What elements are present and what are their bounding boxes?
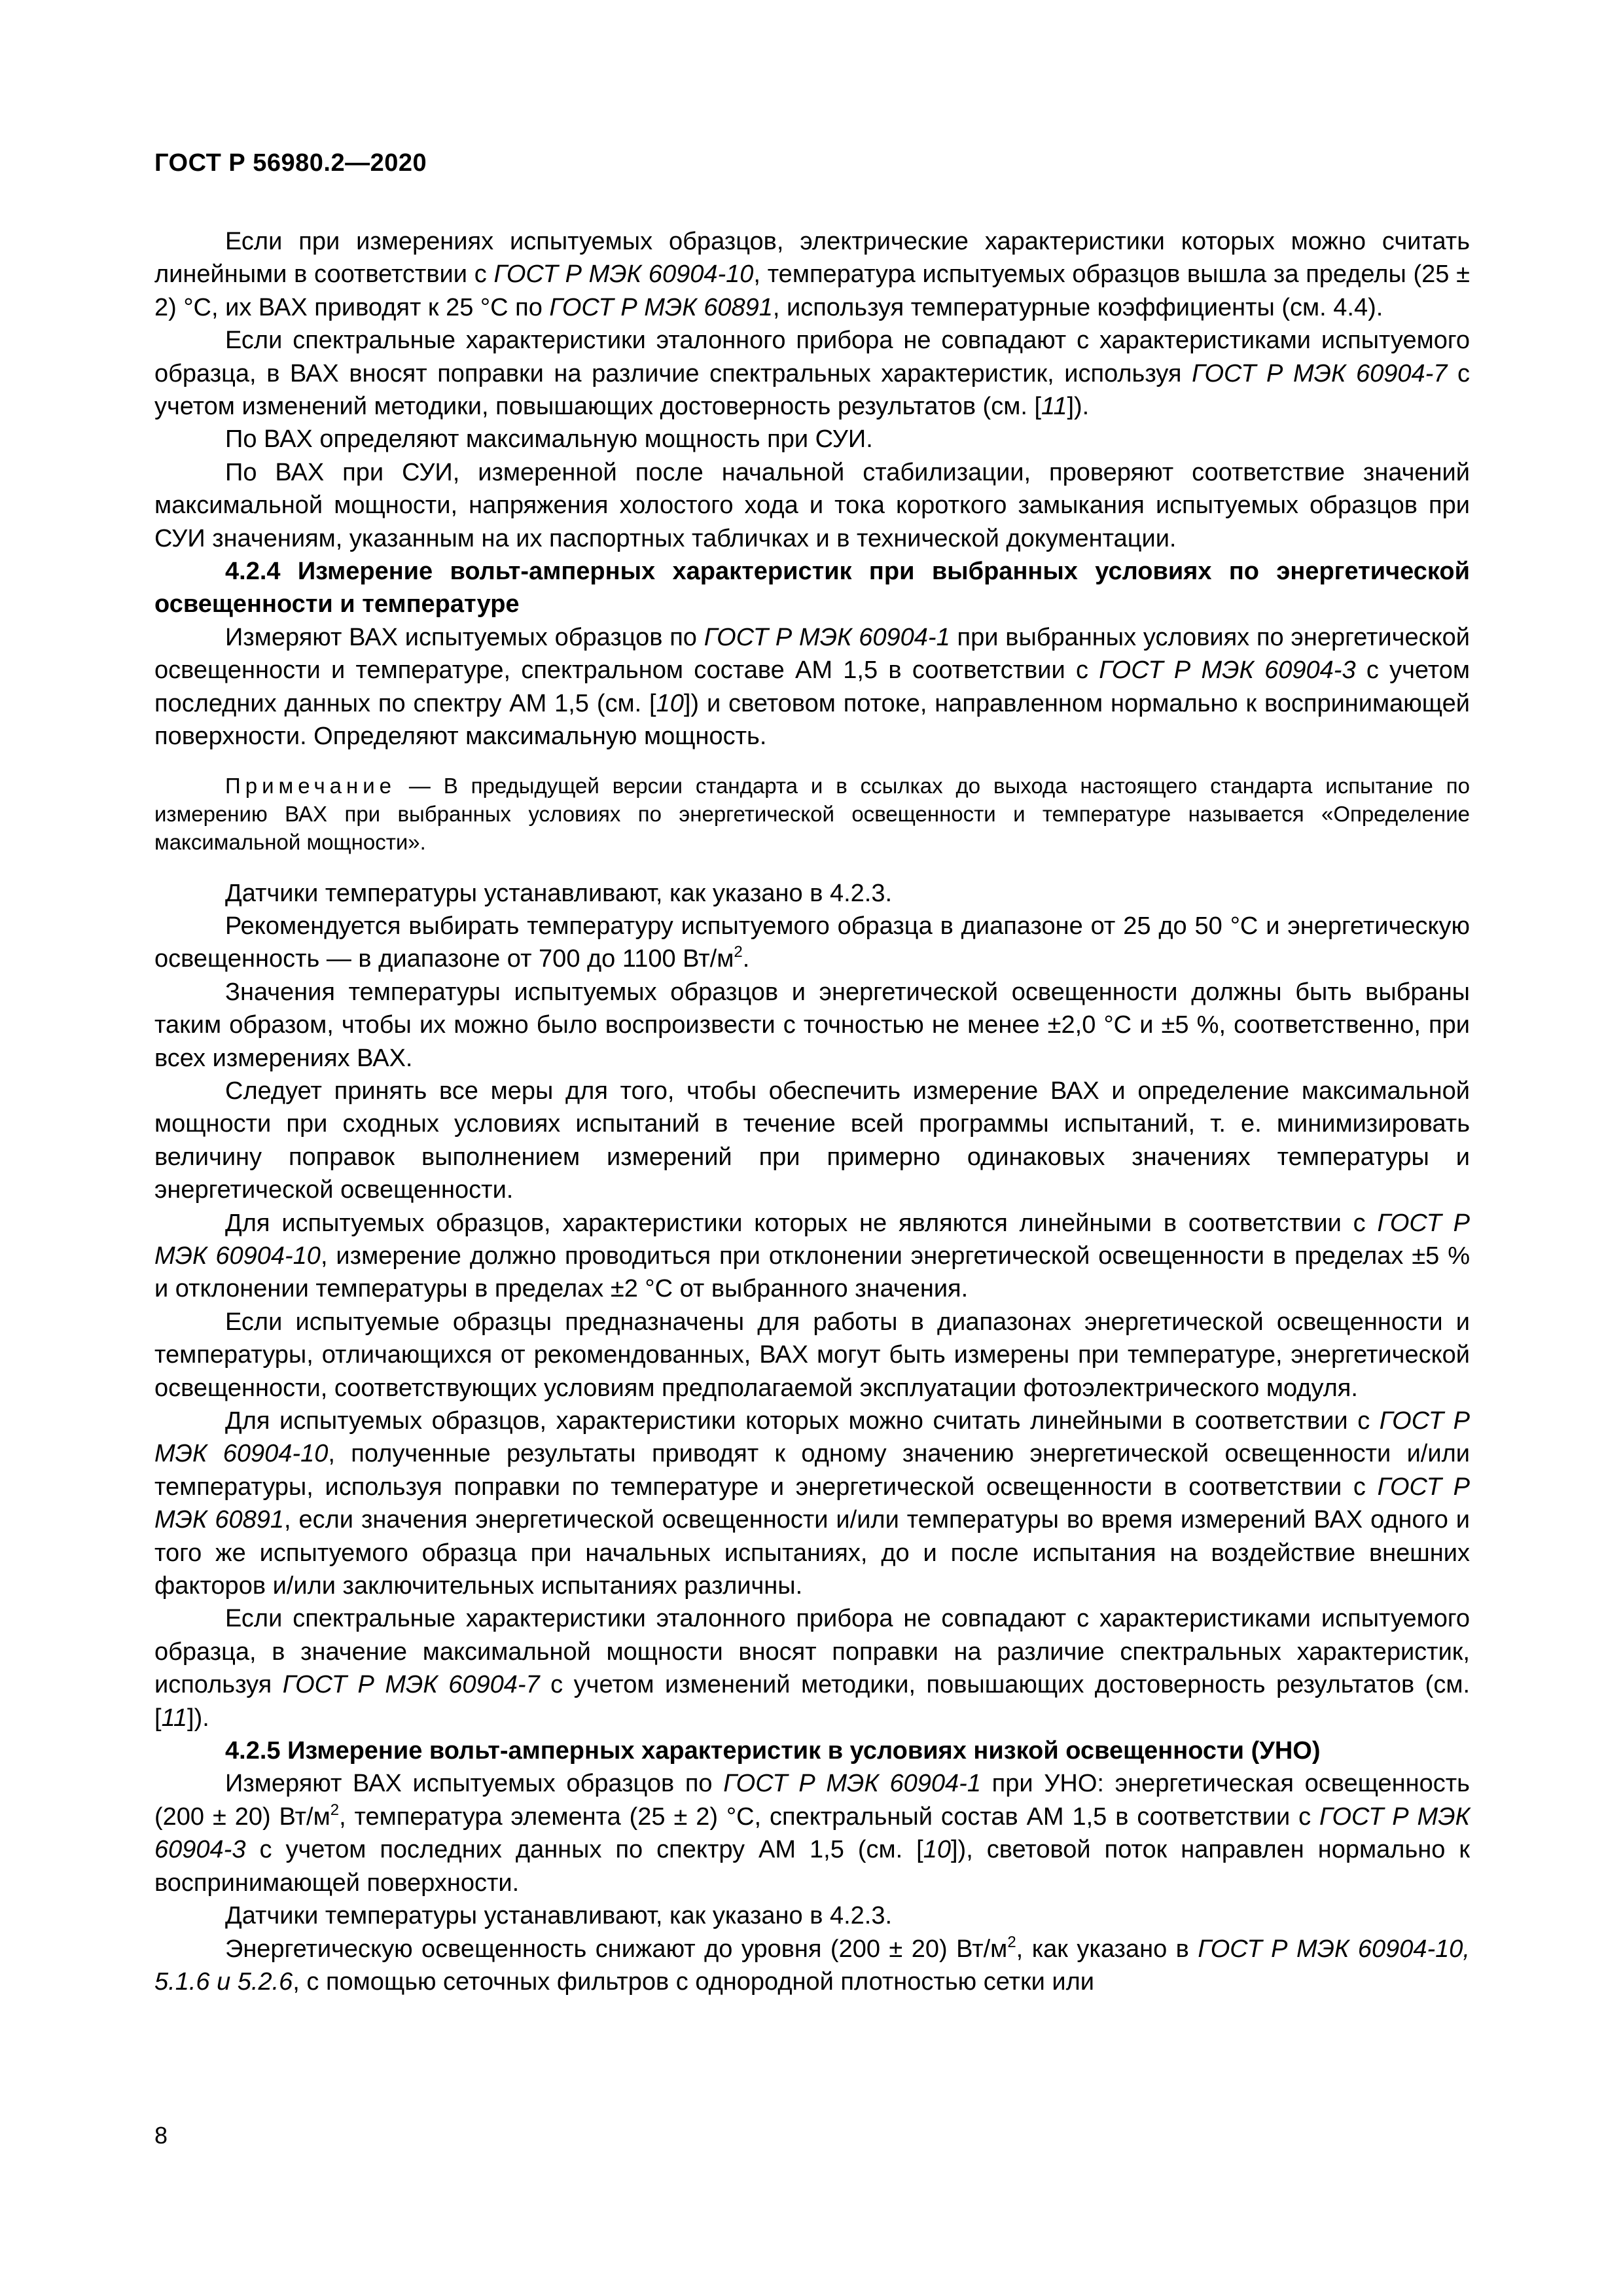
text-run: 4.2.4 Измерение вольт-амперных характеристик при выбранных условиях по энергетической освещенности и температуре [154, 558, 1470, 619]
note-paragraph [154, 772, 1470, 856]
reference-citation: 11 [1041, 393, 1067, 421]
reference-citation: ГОСТ Р МЭК 60904-7 [1192, 359, 1448, 387]
note-label: Примечание [225, 773, 397, 798]
superscript: 2 [734, 943, 743, 961]
section-heading [154, 1734, 1470, 1767]
text-run: с учетом изменений методики, повышающих достоверность результатов (см. [ [154, 1671, 1471, 1732]
reference-citation: ГОСТ Р МЭК 60904-1 [704, 623, 950, 651]
text-run: , если значения энергетической освещенности и/или температуры во время измерений ВАХ одного и того же испытуемого образца при начальных испытаниях, до и после испытания на воздействие внешних факторов и/или заключительных испытаниях различны. [154, 1506, 1470, 1600]
text-run: , температура элемента (25 ± 2) °С, спектральный состав АМ 1,5 в соответствии с [339, 1803, 1320, 1831]
body-paragraph [154, 1602, 1470, 1734]
text-run: , как указано в [1016, 1935, 1198, 1963]
text-run: . [742, 945, 750, 973]
text-run: с учетом изменений методики, повышающих достоверность результатов (см. [ [154, 359, 1471, 421]
text-run: при УНО: энергетическая освещенность (200 ± 20) Вт/м [154, 1770, 1470, 1831]
text-run: Датчики температуры устанавливают, как указано в 4.2.3. [225, 879, 893, 907]
text-run: Измеряют ВАХ испытуемых образцов по [225, 623, 704, 651]
body-paragraph [154, 1899, 1470, 1932]
text-run: Для испытуемых образцов, характеристики которых не являются линейными в соответствии с [225, 1209, 1378, 1237]
body-paragraph [154, 976, 1470, 1075]
text-run: ]). [1067, 393, 1090, 421]
reference-citation: 10 [656, 689, 684, 717]
text-run: , с помощью сеточных фильтров с однородной плотностью сетки или [293, 1967, 1094, 1996]
body-paragraph [154, 910, 1470, 976]
text-run: , полученные результаты приводят к одному значению энергетической освещенности и/или температуры, используя поправки по температуре и энергетической освещенности в соответствии с [154, 1440, 1470, 1501]
text-run: ]). [187, 1704, 209, 1732]
reference-citation: 11 [161, 1704, 188, 1732]
text-run: Для испытуемых образцов, характеристики которых можно считать линейными в соответствии с [225, 1407, 1380, 1435]
text-run: По ВАХ при СУИ, измеренной после начальной стабилизации, проверяют соответствие значений максимальной мощности, напряжения холостого хода и тока короткого замыкания испытуемых образцов при СУИ значениям, указанным на их паспортных табличках и в технической документации. [154, 458, 1470, 552]
doc-body [154, 225, 1470, 1998]
body-paragraph [154, 225, 1470, 324]
text-run: Если испытуемые образцы предназначены для работы в диапазонах энергетической освещенности и температуры, отличающихся от рекомендованных, ВАХ могут быть измерены при температуре, энергетической освещенности, соответствующих условиям предполагаемой эксплуатации фотоэлектрического модуля. [154, 1308, 1470, 1402]
text-run: ]), световой поток направлен нормально к воспринимающей поверхности. [154, 1836, 1470, 1897]
text-run: — В предыдущей версии стандарта и в ссылках до выхода настоящего стандарта испытание по измерению ВАХ при выбранных условиях по энергетической освещенности и температуре называется «Определение максимальной мощности». [154, 773, 1470, 854]
text-run: Датчики температуры устанавливают, как указано в 4.2.3. [225, 1902, 893, 1930]
body-paragraph [154, 456, 1470, 555]
reference-citation: ГОСТ Р МЭК 60904-10 [154, 1407, 1470, 1468]
reference-citation: ГОСТ Р МЭК 60904-3 [154, 1803, 1470, 1864]
body-paragraph [154, 1075, 1470, 1207]
body-paragraph [154, 423, 1470, 456]
text-run: Энергетическую освещенность снижают до уровня (200 ± 20) Вт/м [225, 1935, 1008, 1963]
body-paragraph [154, 1767, 1470, 1899]
reference-citation: ГОСТ Р МЭК 60904-1 [723, 1770, 981, 1798]
reference-citation: ГОСТ Р МЭК 60904-10 [154, 1209, 1471, 1270]
body-paragraph [154, 621, 1470, 753]
text-run: Значения температуры испытуемых образцов и энергетической освещенности должны быть выбраны таким образом, чтобы их можно было воспроизвести с точностью не менее ±2,0 °С и ±5 %, соответственно, при всех измерениях ВАХ. [154, 978, 1470, 1072]
superscript: 2 [1007, 1933, 1016, 1951]
text-run: Измеряют ВАХ испытуемых образцов по [225, 1770, 724, 1798]
body-paragraph [154, 877, 1470, 910]
text-run: Следует принять все меры для того, чтобы обеспечить измерение ВАХ и определение максимальной мощности при сходных условиях испытаний в течение всей программы испытаний, т. е. минимизировать величину поправок выполнением измерений при примерно одинаковых значениях температуры и энергетической освещенности. [154, 1077, 1470, 1204]
text-run: Рекомендуется выбирать температуру испытуемого образца в диапазоне от 25 до 50 °С и энергетическую освещенность — в диапазоне от 700 до 1100 Вт/м [154, 912, 1470, 973]
text-run: Если спектральные характеристики эталонного прибора не совпадают с характеристиками испытуемого образца, в значение максимальной мощности вносят поправки на различие спектральных характеристик, используя [154, 1605, 1470, 1699]
doc-header: ГОСТ Р 56980.2—2020 [154, 149, 427, 177]
superscript: 2 [330, 1801, 340, 1819]
reference-citation: ГОСТ Р МЭК 60904-3 [1099, 656, 1356, 685]
reference-citation: ГОСТ Р МЭК 60904-7 [282, 1671, 540, 1699]
text-run: Если при измерениях испытуемых образцов, электрические характеристики которых можно считать линейными в соответствии с [154, 228, 1470, 289]
reference-citation: ГОСТ Р МЭК 60891 [154, 1473, 1470, 1534]
body-paragraph [154, 1405, 1470, 1602]
reference-citation: 10 [923, 1836, 951, 1864]
text-run: Если спектральные характеристики эталонного прибора не совпадают с характеристиками испытуемого образца, в ВАХ вносят поправки на различие спектральных характеристик, используя [154, 327, 1470, 387]
text-run: с учетом последних данных по спектру АМ 1,5 (см. [ [245, 1836, 923, 1864]
text-run: ]) и световом потоке, направленном нормально к воспринимающей поверхности. Определяют максимальную мощность. [154, 689, 1470, 751]
body-paragraph [154, 1306, 1470, 1405]
body-paragraph [154, 1207, 1470, 1306]
text-run: при выбранных условиях по энергетической освещенности и температуре, спектральном составе АМ 1,5 в соответствии с [154, 623, 1471, 685]
reference-citation: ГОСТ Р МЭК 60891 [549, 293, 773, 321]
text-run: По ВАХ определяют максимальную мощность при СУИ. [225, 425, 873, 454]
page-number: 8 [154, 2122, 168, 2149]
text-run: , используя температурные коэффициенты (см. 4.4). [772, 293, 1383, 321]
text-run: , измерение должно проводиться при отклонении энергетической освещенности в пределах ±5 % и отклонении температуры в пределах ±2 °С от выбранного значения. [154, 1242, 1470, 1303]
text-run: с учетом последних данных по спектру АМ 1,5 (см. [ [154, 656, 1471, 717]
text-run: 4.2.5 Измерение вольт-амперных характеристик в условиях низкой освещенности (УНО) [225, 1737, 1321, 1765]
body-paragraph [154, 324, 1470, 423]
text-run: , температура испытуемых образцов вышла за пределы (25 ± 2) °С, их ВАХ приводят к 25 °С по [154, 260, 1471, 321]
body-paragraph [154, 1933, 1470, 1999]
reference-citation: ГОСТ Р МЭК 60904-10, 5.1.6 и 5.2.6 [154, 1935, 1470, 1996]
section-heading [154, 555, 1470, 621]
reference-citation: ГОСТ Р МЭК 60904-10 [493, 260, 754, 289]
